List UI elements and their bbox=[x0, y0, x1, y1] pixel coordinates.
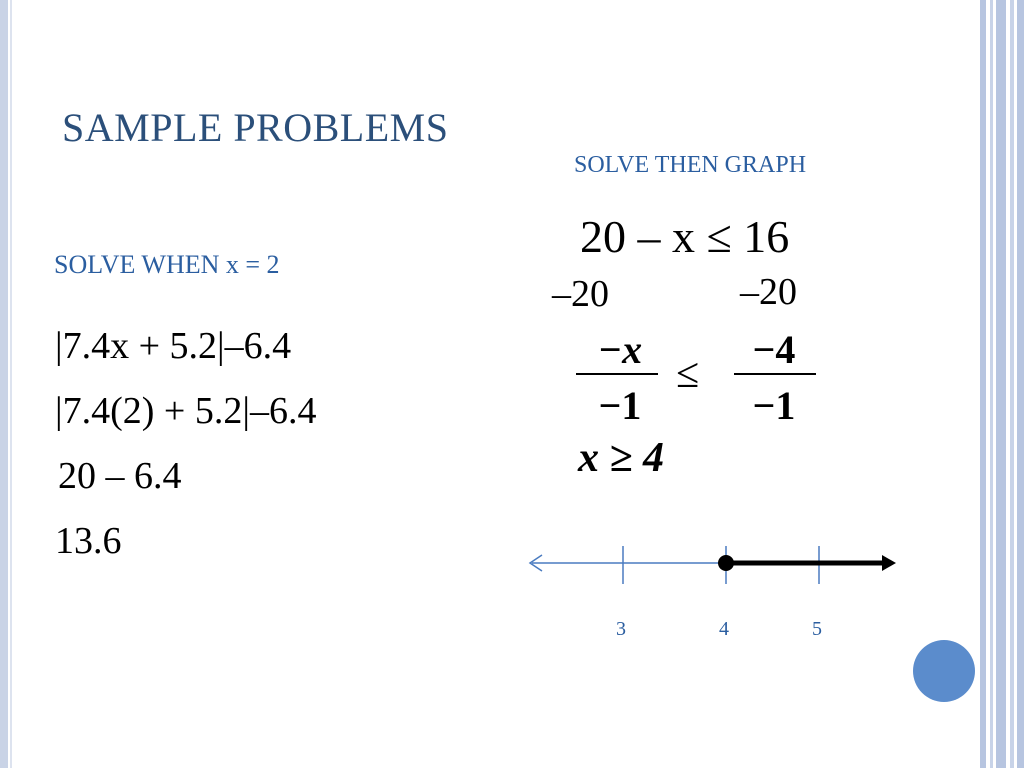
right-denominator: −1 bbox=[752, 383, 796, 428]
number-line bbox=[520, 540, 910, 590]
decorative-circle bbox=[913, 640, 975, 702]
left-numerator: −x bbox=[597, 327, 643, 372]
subtract-left: –20 bbox=[552, 273, 609, 315]
slide-title: SAMPLE PROBLEMS bbox=[62, 105, 449, 150]
tick-label-5: 5 bbox=[812, 618, 822, 640]
step-3: 20 – 6.4 bbox=[58, 455, 182, 497]
step-2: |7.4(2) + 5.2|–6.4 bbox=[55, 390, 317, 432]
result: x ≥ 4 bbox=[578, 435, 665, 481]
left-fraction-bar bbox=[576, 373, 658, 375]
left-heading: SOLVE WHEN x = 2 bbox=[54, 250, 280, 279]
right-fraction-bar bbox=[734, 373, 816, 375]
right-border bbox=[976, 0, 1024, 768]
closed-endpoint bbox=[718, 555, 734, 571]
inequality: 20 – x ≤ 16 bbox=[580, 211, 790, 262]
subtract-right: –20 bbox=[740, 271, 797, 313]
left-denominator: −1 bbox=[598, 383, 642, 428]
right-numerator: −4 bbox=[752, 327, 796, 372]
tick-label-4: 4 bbox=[719, 618, 729, 640]
relation-symbol: ≤ bbox=[676, 351, 700, 397]
step-1: |7.4x + 5.2|–6.4 bbox=[55, 325, 292, 367]
step-4: 13.6 bbox=[55, 520, 122, 562]
left-border bbox=[0, 0, 8, 768]
left-border-line bbox=[10, 0, 12, 768]
right-arrow-icon bbox=[882, 555, 896, 571]
tick-label-3: 3 bbox=[616, 618, 626, 640]
right-heading: SOLVE THEN GRAPH bbox=[574, 152, 807, 178]
